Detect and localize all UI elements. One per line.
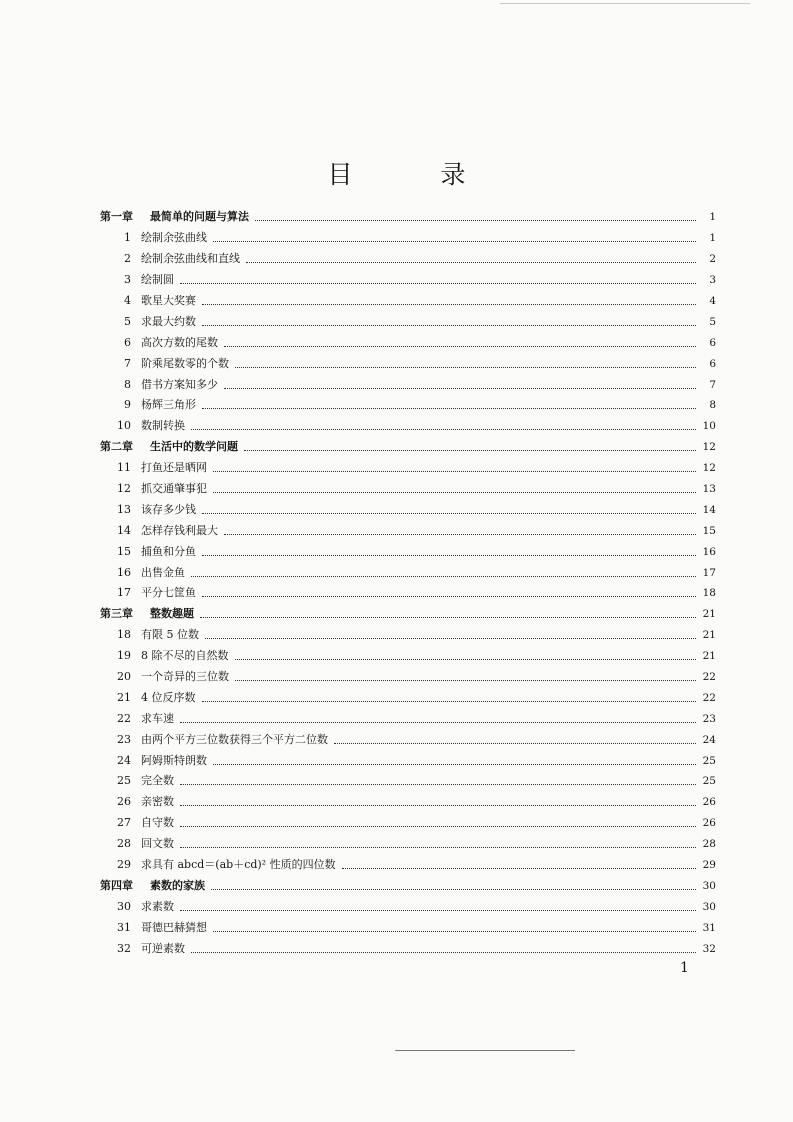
chapter-title: 最简单的问题与算法 xyxy=(150,210,249,224)
dot-leader xyxy=(224,533,696,535)
section-title: 求车速 xyxy=(141,711,174,725)
toc-section-entry[interactable] xyxy=(100,291,716,312)
toc-page-number: 18 xyxy=(702,587,716,600)
section-title: 打鱼还是晒网 xyxy=(141,461,207,475)
toc-section-entry[interactable] xyxy=(100,416,716,437)
toc-page-number: 15 xyxy=(702,524,716,537)
dot-leader xyxy=(255,219,696,221)
toc-entry-label xyxy=(100,628,199,642)
section-title: 借书方案知多少 xyxy=(141,377,218,391)
chapter-title: 生活中的数学问题 xyxy=(150,440,238,454)
section-number: 16 xyxy=(117,565,131,579)
section-title: 该存多少钱 xyxy=(141,502,196,516)
dot-leader xyxy=(202,554,696,556)
dot-leader xyxy=(180,804,696,806)
section-title: 完全数 xyxy=(141,774,174,788)
section-title: 高次方数的尾数 xyxy=(141,335,218,349)
toc-section-entry[interactable] xyxy=(100,583,716,604)
dot-leader xyxy=(202,303,696,305)
section-title: 求最大约数 xyxy=(141,314,196,328)
toc-section-entry[interactable] xyxy=(100,541,716,562)
toc-page-number: 26 xyxy=(702,796,716,809)
toc-section-entry[interactable] xyxy=(100,249,716,270)
dot-leader xyxy=(180,282,696,284)
dot-leader xyxy=(191,575,696,577)
section-number: 30 xyxy=(117,899,131,913)
toc-chapter-entry[interactable] xyxy=(100,207,716,228)
section-number: 9 xyxy=(124,398,131,412)
toc-entry-label xyxy=(100,900,174,914)
page-title: 目 录 xyxy=(327,160,506,189)
toc-entry-label xyxy=(100,336,218,350)
toc-entry-label xyxy=(100,461,207,475)
dot-leader xyxy=(246,261,696,263)
toc-section-entry[interactable] xyxy=(100,687,716,708)
section-title: 8 除不尽的自然数 xyxy=(141,649,229,663)
toc-page-number: 17 xyxy=(702,566,716,579)
dot-leader xyxy=(213,763,696,765)
toc-entry-label xyxy=(100,649,229,663)
toc-page-number: 16 xyxy=(702,545,716,558)
section-title: 阿姆斯特朗数 xyxy=(141,753,207,767)
toc-section-entry[interactable] xyxy=(100,228,716,249)
toc-page-number: 29 xyxy=(702,859,716,872)
section-number: 8 xyxy=(124,377,131,391)
page-number: 1 xyxy=(680,960,689,976)
dot-leader xyxy=(191,428,696,430)
toc-page-number: 10 xyxy=(702,420,716,433)
section-title: 求具有 abcd＝(ab＋cd)² 性质的四位数 xyxy=(141,858,336,872)
dot-leader xyxy=(342,867,696,869)
toc-section-entry[interactable] xyxy=(100,625,716,646)
toc-entry-label xyxy=(100,482,207,496)
toc-page-number: 30 xyxy=(702,900,716,913)
dot-leader xyxy=(202,700,697,702)
toc-page-number: 25 xyxy=(702,775,716,788)
toc-entry-label xyxy=(100,378,218,392)
toc-section-entry[interactable] xyxy=(100,353,716,374)
toc-entry-label xyxy=(100,795,174,809)
section-title: 绘制余弦曲线 xyxy=(141,231,207,245)
dot-leader xyxy=(180,825,696,827)
dot-leader xyxy=(202,512,696,514)
toc-page-number: 21 xyxy=(702,629,716,642)
toc-entry-label xyxy=(100,503,196,517)
dot-leader xyxy=(224,387,696,389)
section-number: 22 xyxy=(117,711,131,725)
toc-entry-label xyxy=(100,398,196,412)
section-title: 可逆素数 xyxy=(141,941,185,955)
toc-page-number: 22 xyxy=(702,691,716,704)
toc-entry-label xyxy=(100,712,174,726)
toc-entry-label xyxy=(100,545,196,559)
section-number: 6 xyxy=(124,335,131,349)
section-number: 19 xyxy=(117,649,131,663)
toc-section-entry[interactable] xyxy=(100,896,716,917)
section-number: 20 xyxy=(117,670,131,684)
toc-page-number: 14 xyxy=(702,503,716,516)
toc-page-number: 5 xyxy=(709,315,716,328)
toc-chapter-entry[interactable] xyxy=(100,604,716,625)
section-number: 12 xyxy=(117,482,131,496)
toc-section-entry[interactable] xyxy=(100,729,716,750)
toc-entry-label xyxy=(100,607,194,621)
section-number: 13 xyxy=(117,502,131,516)
dot-leader xyxy=(191,951,696,953)
chapter-number: 第一章 xyxy=(100,210,133,224)
toc-entry-label xyxy=(100,357,229,371)
section-number: 1 xyxy=(124,231,131,245)
scan-artifact-top xyxy=(500,3,750,4)
toc-page-number: 32 xyxy=(702,942,716,955)
toc-section-entry[interactable] xyxy=(100,458,716,479)
section-number: 26 xyxy=(117,795,131,809)
toc-section-entry[interactable] xyxy=(100,855,716,876)
dot-leader xyxy=(235,658,697,660)
section-number: 14 xyxy=(117,523,131,537)
dot-leader xyxy=(202,324,696,326)
section-number: 21 xyxy=(117,690,131,704)
toc-section-entry[interactable] xyxy=(100,374,716,395)
toc-section-entry[interactable] xyxy=(100,792,716,813)
toc-section-entry[interactable] xyxy=(100,667,716,688)
dot-leader xyxy=(202,595,696,597)
toc-section-entry[interactable] xyxy=(100,938,716,959)
toc-entry-label xyxy=(100,816,174,830)
section-title: 求素数 xyxy=(141,899,174,913)
dot-leader xyxy=(202,407,696,409)
toc-page-number: 8 xyxy=(709,399,716,412)
dot-leader xyxy=(180,846,696,848)
toc-page-number: 7 xyxy=(709,378,716,391)
section-number: 5 xyxy=(124,314,131,328)
toc-entry-label xyxy=(100,837,174,851)
toc-entry-label xyxy=(100,921,207,935)
toc-section-entry[interactable] xyxy=(100,771,716,792)
dot-leader xyxy=(200,616,696,618)
toc-page-number: 13 xyxy=(702,483,716,496)
toc-entry-label xyxy=(100,754,207,768)
toc-section-entry[interactable] xyxy=(100,395,716,416)
toc-entry-label xyxy=(100,273,174,287)
toc-page-number: 3 xyxy=(709,274,716,287)
toc-page-number: 28 xyxy=(702,838,716,851)
section-number: 23 xyxy=(117,732,131,746)
toc-chapter-entry[interactable] xyxy=(100,437,716,458)
toc-entry-label xyxy=(100,586,196,600)
scan-artifact-bottom xyxy=(395,1050,575,1051)
toc-entry-label xyxy=(100,942,185,956)
toc-entry-label xyxy=(100,419,185,433)
section-title: 歌星大奖赛 xyxy=(141,294,196,307)
toc-page-number: 22 xyxy=(702,671,716,684)
section-number: 27 xyxy=(117,816,131,830)
toc-section-entry[interactable] xyxy=(100,917,716,938)
toc-section-entry[interactable] xyxy=(100,562,716,583)
section-number: 29 xyxy=(117,858,131,872)
toc-page-number: 4 xyxy=(709,295,716,307)
toc-page-number: 6 xyxy=(709,336,716,349)
toc-section-entry[interactable] xyxy=(100,332,716,353)
section-title: 怎样存钱利最大 xyxy=(141,523,218,537)
dot-leader xyxy=(213,470,696,472)
toc-page-number: 6 xyxy=(709,357,716,370)
dot-leader xyxy=(213,491,696,493)
toc-section-entry[interactable] xyxy=(100,520,716,541)
section-number: 28 xyxy=(117,837,131,851)
toc-entry-label xyxy=(100,774,174,788)
section-title: 抓交通肇事犯 xyxy=(141,482,207,496)
toc-page-number: 12 xyxy=(702,441,716,454)
toc-section-entry[interactable] xyxy=(100,813,716,834)
toc-page-number: 1 xyxy=(709,232,716,245)
chapter-title: 素数的家族 xyxy=(150,878,205,892)
section-title: 回文数 xyxy=(141,837,174,851)
section-number: 18 xyxy=(117,628,131,642)
section-number: 2 xyxy=(124,252,131,266)
dot-leader xyxy=(180,783,696,785)
toc-section-entry[interactable] xyxy=(100,646,716,667)
toc-section-entry[interactable] xyxy=(100,834,716,855)
toc-section-entry[interactable] xyxy=(100,311,716,332)
section-title: 杨辉三角形 xyxy=(141,398,196,412)
toc-page-number: 12 xyxy=(702,462,716,475)
toc-entry-label xyxy=(100,733,328,747)
toc-entry-label xyxy=(100,440,238,454)
toc-section-entry[interactable] xyxy=(100,479,716,500)
toc-section-entry[interactable] xyxy=(100,270,716,291)
toc-page-number: 31 xyxy=(702,921,716,934)
section-number: 11 xyxy=(117,461,131,475)
section-title: 自守数 xyxy=(141,816,174,830)
section-title: 由两个平方三位数获得三个平方二位数 xyxy=(141,732,328,746)
section-number: 24 xyxy=(117,753,131,767)
toc-page-number: 25 xyxy=(702,754,716,767)
toc-section-entry[interactable] xyxy=(100,499,716,520)
toc-page-number: 2 xyxy=(709,253,716,266)
toc-entry-label xyxy=(100,670,229,684)
section-number: 32 xyxy=(117,941,131,955)
toc-entry-label xyxy=(100,252,240,266)
toc-page-number: 30 xyxy=(702,879,716,892)
toc-page-number: 21 xyxy=(702,608,716,621)
toc-section-entry[interactable] xyxy=(100,750,716,771)
dot-leader xyxy=(213,930,696,932)
chapter-title: 整数趣题 xyxy=(150,607,194,621)
toc-entry-label xyxy=(100,879,205,893)
toc-entry-label xyxy=(100,858,336,872)
section-title: 平分七筐鱼 xyxy=(141,586,196,600)
dot-leader xyxy=(211,888,696,890)
section-number: 25 xyxy=(117,774,131,788)
section-title: 哥德巴赫猜想 xyxy=(141,920,207,934)
chapter-number: 第四章 xyxy=(100,878,133,892)
section-title: 绘制余弦曲线和直线 xyxy=(141,252,240,266)
section-number: 15 xyxy=(117,544,131,558)
toc-entry-label xyxy=(100,210,249,224)
toc-entry-label xyxy=(100,294,196,308)
section-title: 阶乘尾数零的个数 xyxy=(141,356,229,370)
dot-leader xyxy=(235,679,696,681)
dot-leader xyxy=(213,240,696,242)
toc-page-number: 23 xyxy=(702,712,716,725)
toc-entry-label xyxy=(100,524,218,538)
dot-leader xyxy=(224,345,696,347)
section-number: 31 xyxy=(117,920,131,934)
chapter-number: 第二章 xyxy=(100,440,133,454)
toc-page-number: 24 xyxy=(702,733,716,746)
section-title: 亲密数 xyxy=(141,795,174,809)
chapter-number: 第三章 xyxy=(100,607,133,621)
section-number: 4 xyxy=(124,294,131,307)
dot-leader xyxy=(244,449,696,451)
toc-entry-label xyxy=(100,315,196,329)
section-number: 10 xyxy=(117,419,131,433)
dot-leader xyxy=(180,721,696,723)
toc-page-number: 26 xyxy=(702,817,716,830)
section-number: 7 xyxy=(124,356,131,370)
toc-section-entry[interactable] xyxy=(100,708,716,729)
section-title: 绘制圆 xyxy=(141,273,174,287)
dot-leader xyxy=(180,909,696,911)
section-number: 3 xyxy=(124,273,131,287)
section-title: 数制转换 xyxy=(141,419,185,433)
table-of-contents xyxy=(100,207,716,959)
section-title: 一个奇异的三位数 xyxy=(141,670,229,684)
dot-leader xyxy=(334,742,696,744)
toc-chapter-entry[interactable] xyxy=(100,876,716,897)
toc-page-number: 21 xyxy=(702,650,716,663)
toc-entry-label xyxy=(100,566,185,580)
dot-leader xyxy=(235,366,696,368)
dot-leader xyxy=(205,637,696,639)
section-title: 4 位反序数 xyxy=(141,690,196,704)
toc-page-number: 1 xyxy=(709,211,716,224)
section-title: 有限 5 位数 xyxy=(141,628,199,642)
section-title: 出售金鱼 xyxy=(141,565,185,579)
toc-entry-label xyxy=(100,691,196,705)
section-number: 17 xyxy=(117,586,131,600)
section-title: 捕鱼和分鱼 xyxy=(141,544,196,558)
toc-entry-label xyxy=(100,231,207,245)
